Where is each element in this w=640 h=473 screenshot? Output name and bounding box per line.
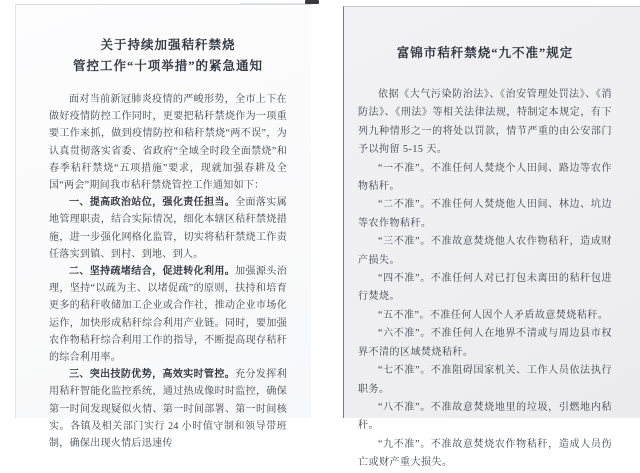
left-title-line-1: 关于持续加强秸秆禁烧: [100, 38, 236, 52]
left-title-line-2: 管控工作“十项举措”的紧急通知: [72, 59, 263, 73]
list-item: “九不准”。不准故意焚烧农作物秸秆，造成人员伤亡或财产重大损失。: [358, 438, 612, 469]
list-item: “五不准”。不准任何人因个人矛盾故意焚烧秸秆。: [378, 309, 609, 321]
paragraph: 二、坚持疏堵结合，促进转化利用。加强源头治理，坚持“以疏为主、以堵促疏”的原则，扶持和培育更多的秸秆收储加工企业或合作社，推动企业市场化运作，加快形成秸秆综合利用产业链。同时，要加强农作物秸秆综合利用工作的指导，不断提高现存秸秆的综合利用率。: [49, 266, 287, 364]
right-document-body: [358, 86, 612, 473]
scanned-page-left: [15, 4, 311, 450]
list-item: “六不准”。不准任何人在地界不清或与周边县市权界不清的区域焚烧秸秆。: [358, 328, 612, 358]
left-document-body: [49, 91, 287, 452]
list-item: “三不准”。不准故意焚烧他人农作物秸秆，造成财产损失。: [358, 236, 612, 266]
left-document-title: [49, 35, 287, 77]
scanned-page-right: [343, 6, 640, 469]
list-item: “七不准”。不准阻碍国家机关、工作人员依法执行职务。: [358, 365, 612, 395]
paragraph: 面对当前新冠肺炎疫情的严峻形势，全市上下在做好疫情防控工作同时，更要把秸秆禁烧作为一项重要工作来抓，做到疫情防控和秸秆禁烧“两不误”，为认真贯彻落实省委、省政府“全域全时段全面禁烧”和春季秸秆禁烧“五项措施”要求，现就加强春耕及全国“两会”期间我市秸秆禁烧管控工作通知如下：: [49, 94, 287, 192]
paragraph: 一、提高政治站位，强化责任担当。全面落实属地管理职责，结合实际情况，细化本辖区秸秆禁烧措施，进一步强化网格化监管，切实将秸秆禁烧工作责任落实到镇、到村、到地、到人。: [49, 197, 287, 260]
right-document-title: 富锦市秸秆禁烧“九不准”规定: [396, 46, 574, 60]
list-item: “四不准”。不准任何人对已打包未离田的秸秆包进行焚烧。: [358, 273, 612, 303]
paragraph: 依据《大气污染防治法》、《治安管理处罚法》、《消防法》、《刑法》等相关法律法规，特制定本规定，有下列九种情形之一的将处以罚款，情节严重的由公安部门予以拘留 5-15 天。: [358, 89, 612, 156]
list-item: “八不准”。不准故意焚烧地里的垃圾，引燃地内秸秆。: [358, 401, 612, 432]
paragraph: 三、突出技防优势，高效实时管控。充分发挥利用秸秆智能化监控系统，通过热成像时时监控，确保第一时间发现疑似火情、第一时间部署、第一时间核实。各镇及相关部门实行 24 小时值守制和领导带班制，确保出现火情后迅速传: [49, 369, 287, 450]
list-item: “二不准”。不准任何人焚烧他人田间、林边、坑边等农作物秸秆。: [358, 199, 612, 229]
list-item: “一不准”。不准任何人焚烧个人田间、路边等农作物秸秆。: [358, 162, 612, 193]
